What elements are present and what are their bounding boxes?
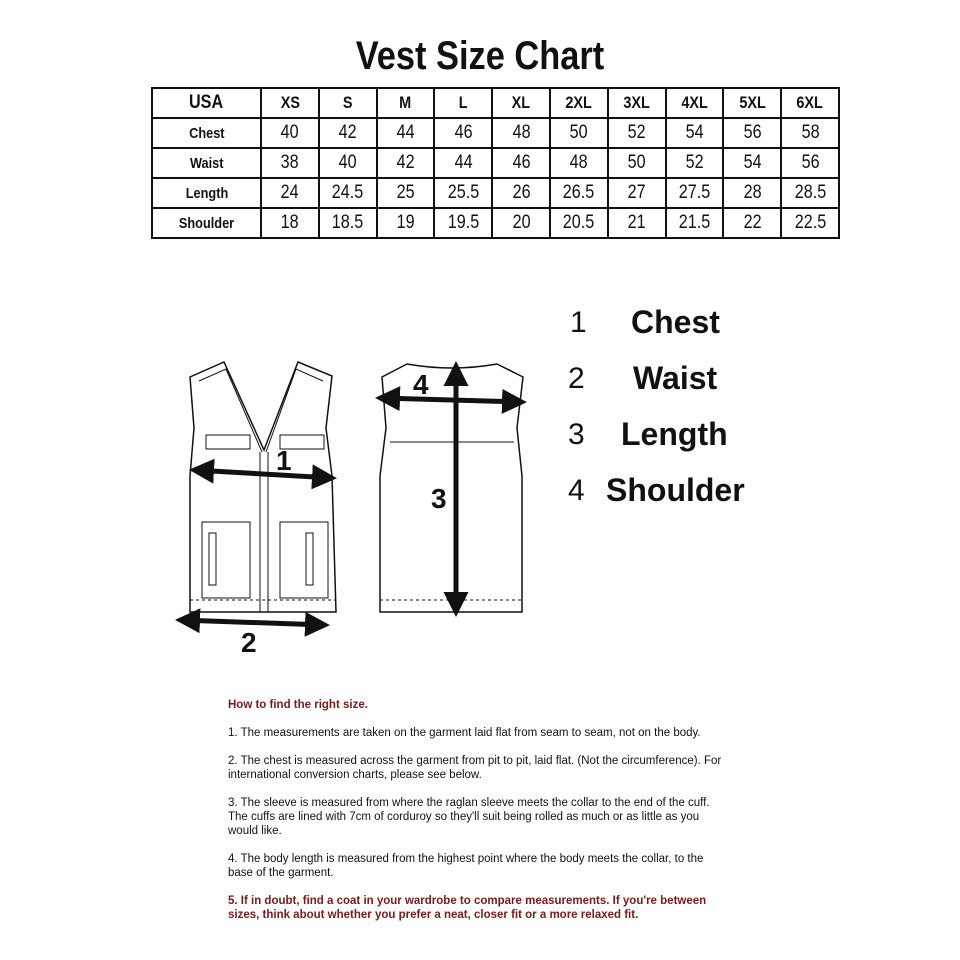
table-cell: 21: [608, 208, 666, 238]
table-header-cell: XL: [492, 88, 550, 118]
note-item: 3. The sleeve is measured from where the raglan sleeve meets the collar to the end of the cuff. The cuffs are lined with 7cm of corduroy so they'll suit being rolled as much or as little as you would like.: [228, 797, 710, 837]
table-cell: 48: [550, 148, 608, 178]
table-cell: 42: [319, 118, 377, 148]
table-cell: 24: [261, 178, 319, 208]
table-cell: 18.5: [319, 208, 377, 238]
note-item: 2. The chest is measured across the garment from pit to pit, laid flat. (Not the circumference). For international conversion charts, please see below.: [228, 755, 722, 781]
table-cell: 48: [492, 118, 550, 148]
table-cell: 22.5: [781, 208, 839, 238]
table-cell: 52: [666, 148, 724, 178]
table-cell: 26.5: [550, 178, 608, 208]
vest-front: [190, 362, 336, 612]
table-cell: 27.5: [666, 178, 724, 208]
table-header-cell: XS: [261, 88, 319, 118]
table-cell: 46: [434, 118, 492, 148]
table-cell: 25.5: [434, 178, 492, 208]
chest-arrow: [194, 470, 332, 478]
table-cell: 19.5: [434, 208, 492, 238]
table-cell: 27: [608, 178, 666, 208]
legend-number: 2: [568, 362, 585, 395]
table-cell: 19: [377, 208, 435, 238]
marker-3: 3: [431, 483, 447, 514]
table-header-cell: USA: [152, 88, 261, 118]
table-cell: 38: [261, 148, 319, 178]
table-cell: 18: [261, 208, 319, 238]
table-cell: 24.5: [319, 178, 377, 208]
legend-number: 3: [568, 418, 585, 451]
table-cell: 40: [319, 148, 377, 178]
row-label: Waist: [152, 148, 261, 178]
table-row: [152, 208, 839, 238]
table-header-cell: 3XL: [608, 88, 666, 118]
legend-label: Chest: [631, 304, 720, 340]
row-label: Chest: [152, 118, 261, 148]
legend-number: 4: [568, 474, 585, 507]
table-cell: 21.5: [666, 208, 724, 238]
table-cell: 56: [723, 118, 781, 148]
table-header-cell: M: [377, 88, 435, 118]
table-cell: 50: [550, 118, 608, 148]
table-header-cell: 5XL: [723, 88, 781, 118]
sizing-notes: [228, 698, 728, 936]
table-cell: 28: [723, 178, 781, 208]
table-cell: 52: [608, 118, 666, 148]
table-cell: 22: [723, 208, 781, 238]
note-item: 4. The body length is measured from the highest point where the body meets the collar, to the base of the garment.: [228, 853, 704, 879]
vest-measurement-diagram: [170, 350, 540, 670]
table-row: [152, 148, 839, 178]
table-cell: 20: [492, 208, 550, 238]
table-cell: 40: [261, 118, 319, 148]
notes-heading: How to find the right size.: [228, 699, 368, 711]
table-cell: 42: [377, 148, 435, 178]
marker-1: 1: [276, 445, 292, 476]
table-cell: 26: [492, 178, 550, 208]
size-table: [151, 87, 840, 239]
note-item: 1. The measurements are taken on the garment laid flat from seam to seam, not on the body.: [228, 727, 701, 739]
legend-label: Waist: [633, 360, 718, 396]
table-header-cell: 2XL: [550, 88, 608, 118]
measurement-arrows: [180, 366, 522, 625]
page-title: Vest Size Chart: [355, 34, 605, 78]
table-cell: 46: [492, 148, 550, 178]
table-cell: 54: [723, 148, 781, 178]
table-cell: 54: [666, 118, 724, 148]
note-item: 5. If in doubt, find a coat in your wardrobe to compare measurements. If you're between sizes, think about whether you prefer a neat, closer fit or a more relaxed fit.: [228, 895, 707, 921]
table-row: [152, 178, 839, 208]
table-cell: 56: [781, 148, 839, 178]
table-header-row: [152, 88, 839, 118]
legend-label: Shoulder: [606, 472, 745, 508]
legend-number: 1: [570, 306, 587, 339]
table-header-cell: 4XL: [666, 88, 724, 118]
table-cell: 44: [434, 148, 492, 178]
table-cell: 50: [608, 148, 666, 178]
waist-arrow: [180, 620, 325, 625]
table-cell: 20.5: [550, 208, 608, 238]
table-cell: 44: [377, 118, 435, 148]
shoulder-arrow: [380, 398, 522, 402]
table-cell: 28.5: [781, 178, 839, 208]
legend-label: Length: [621, 416, 728, 452]
table-cell: 58: [781, 118, 839, 148]
table-header-cell: L: [434, 88, 492, 118]
table-row: [152, 118, 839, 148]
marker-2: 2: [241, 627, 257, 658]
table-header-cell: 6XL: [781, 88, 839, 118]
row-label: Shoulder: [152, 208, 261, 238]
row-label: Length: [152, 178, 261, 208]
table-cell: 25: [377, 178, 435, 208]
marker-4: 4: [413, 369, 429, 400]
table-header-cell: S: [319, 88, 377, 118]
